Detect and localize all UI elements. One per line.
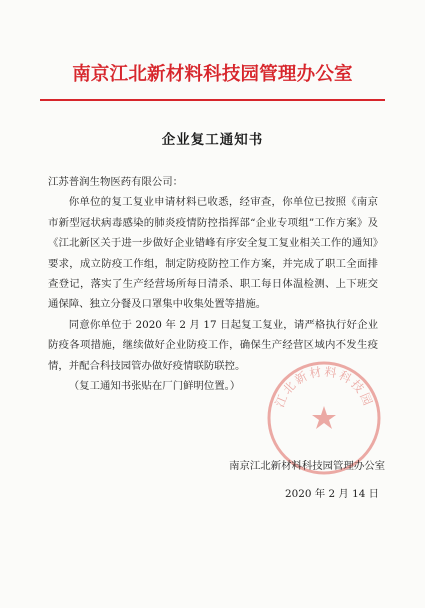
recipient-line: 江苏普润生物医药有限公司： (48, 176, 184, 188)
issuer-header: 南京江北新材料科技园管理办公室 (72, 64, 353, 85)
paragraph-posting-note: （复工通知书张贴在厂门鲜明位置。） (68, 380, 241, 393)
paragraph-approval: 同意你单位于 2020 年 2 月 17 日起复工复业，请严格执行好企业防疫各项措施，继续做好企业防疫工作，确保生产经营区域内不发生疫情，并配合科技园管办做好疫情联防联控。 (48, 318, 378, 372)
seal-star-icon (312, 406, 336, 429)
document-title: 企业复工通知书 (161, 132, 264, 148)
signature-issuer: 南京江北新材料科技园管理办公室 (229, 460, 385, 472)
header-red-rule (40, 99, 385, 101)
signature-date: 2020 年 2 月 14 日 (285, 488, 379, 501)
signature-block (210, 456, 385, 505)
paragraph-review: 你单位的复工复业申请材料已收悉，经审查，你单位已按照《南京市新型冠状病毒感染的肺炎疫情防控指挥部“企业专项组”工作方案》及《江北新区关于进一步做好企业错峰有序安全复工复业相关工作的通知》要求，成立防疫工作组，制定防疫防控工作方案，并完成了职工全面排查登记，落实了生产经营场所每日清杀、职工每日体温检测、上下班交通保障、独立分餐及口罩集中收集处置等措施。 (48, 196, 378, 311)
seal-text: 江北新材料科技园 (272, 364, 376, 410)
